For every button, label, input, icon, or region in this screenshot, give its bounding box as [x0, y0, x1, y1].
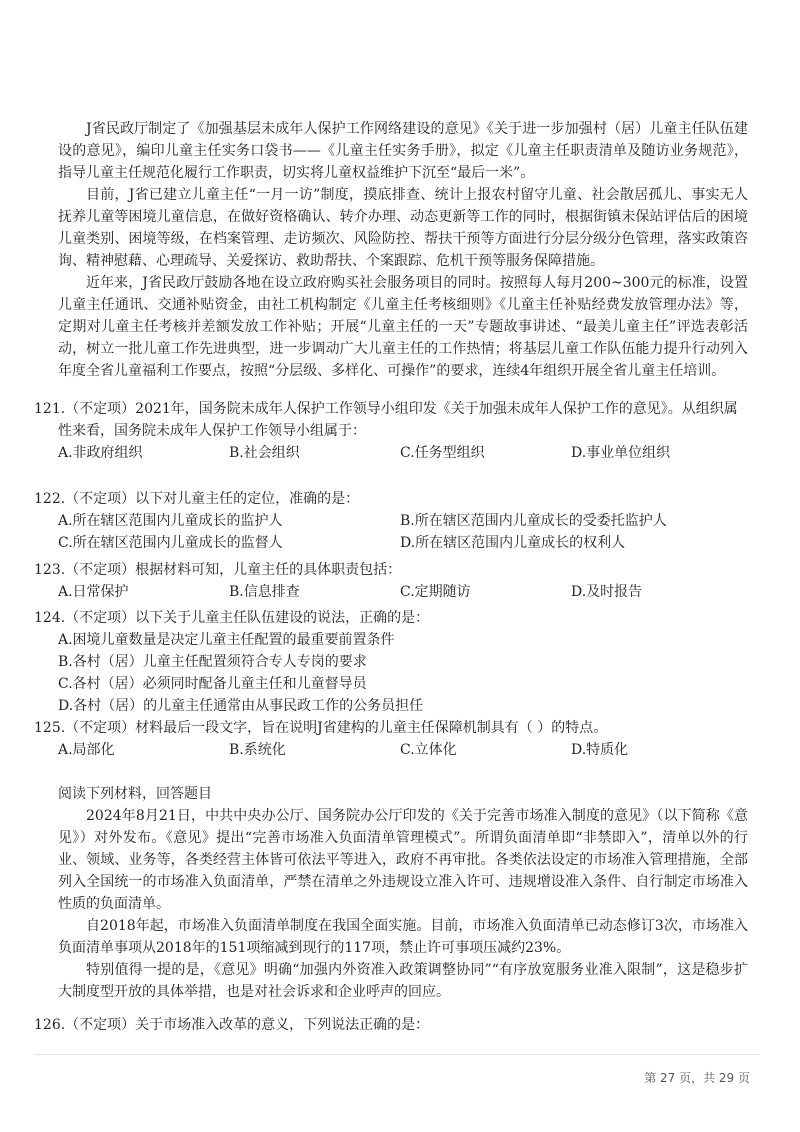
option-c[interactable]: C.任务型组织	[400, 445, 485, 461]
option-b[interactable]: B.各村（居）儿童主任配置须符合专人专岗的要求	[58, 654, 367, 670]
option-d[interactable]: D.及时报告	[571, 584, 643, 600]
option-b[interactable]: B.社会组织	[229, 445, 300, 461]
option-a[interactable]: A.困境儿童数量是决定儿童主任配置的最重要前置条件	[58, 632, 395, 648]
material1-paragraph-2: 目前，J省已建立儿童主任“一月一访”制度，摸底排查、统计上报农村留守儿童、社会散居孤儿、事实无人抚养儿童等困境儿童信息，在做好资格确认、转介办理、动态更新等工作的同时，根据街镇未保站评估后的困境儿童类别、困境等级，在档案管理、走访频次、风险防控、帮扶干预等方面进行分层分级分色管理，落实政策咨询、精神慰藉、心理疏导、关爱探访、救助帮扶、个案跟踪、危机干预等服务保障措施。	[58, 187, 748, 269]
option-c[interactable]: C.所在辖区范围内儿童成长的监督人	[58, 535, 283, 551]
option-a[interactable]: A.所在辖区范围内儿童成长的监护人	[58, 513, 283, 529]
page-number: 第 27 页，共 29 页	[644, 1071, 750, 1085]
option-d[interactable]: D.各村（居）的儿童主任通常由从事民政工作的公务员担任	[58, 698, 424, 714]
question-124	[34, 607, 750, 717]
option-c[interactable]: C.各村（居）必须同时配备儿童主任和儿童督导员	[58, 676, 367, 692]
option-c[interactable]: C.定期随访	[400, 584, 471, 600]
material1-paragraph-3: 近年来，J省民政厅鼓励各地在设立政府购买社会服务项目的同时。按照每人每月200~300元的标准，设置儿童主任通讯、交通补贴资金，由社工机构制定《儿童主任考核细则》《儿童主任补贴经费发放管理办法》等，定期对儿童主任考核并差额发放工作补贴；开展“儿童主任的一天”专题故事讲述、“最美儿童主任”评选表彰活动，树立一批儿童工作先进典型，进一步调动广大儿童主任的工作热情；将基层儿童工作队伍能力提升行动列入年度全省儿童福利工作要点，按照“分层级、多样化、可操作”的要求，连续4年组织开展全省儿童主任培训。	[58, 275, 748, 379]
question-125	[34, 717, 750, 761]
option-c[interactable]: C.立体化	[400, 742, 457, 758]
question-121	[34, 398, 750, 464]
question-stem: 125.（不定项）材料最后一段文字，旨在说明J省建构的儿童主任保障机制具有（ ）的特点。	[34, 720, 608, 736]
footer-divider	[34, 1054, 760, 1055]
question-122	[34, 488, 750, 554]
option-b[interactable]: B.所在辖区范围内儿童成长的受委托监护人	[400, 513, 667, 529]
question-stem: 124.（不定项）以下关于儿童主任队伍建设的说法，正确的是：	[34, 610, 430, 626]
option-a[interactable]: A.日常保护	[58, 584, 129, 600]
question-stem: 126.（不定项）关于市场准入改革的意义，下列说法正确的是：	[34, 1017, 430, 1033]
material2-paragraph-1: 2024年8月21日，中共中央办公厅、国务院办公厅印发的《关于完善市场准入制度的意见》（以下简称《意见》）对外发布。《意见》提出“完善市场准入负面清单管理模式”。所谓负面清单即“非禁即入”，清单以外的行业、领域、业务等，各类经营主体皆可依法平等进入，政府不再审批。各类依法设定的市场准入管理措施，全部列入全国统一的市场准入负面清单，严禁在清单之外违规设立准入许可、违规增设准入条件、自行制定市场准入性质的负面清单。	[58, 808, 748, 912]
option-b[interactable]: B.信息排查	[229, 584, 300, 600]
option-a[interactable]: A.局部化	[58, 742, 115, 758]
question-123	[34, 559, 750, 603]
material2-paragraph-3: 特别值得一提的是，《意见》明确“加强内外资准入政策调整协同”“有序放宽服务业准入限制”，这是稳步扩大制度型开放的具体举措，也是对社会诉求和企业呼声的回应。	[58, 962, 748, 1000]
question-stem: 122.（不定项）以下对儿童主任的定位，准确的是：	[34, 491, 360, 507]
option-d[interactable]: D.事业单位组织	[571, 445, 671, 461]
question-126	[34, 1014, 750, 1036]
material1-paragraph-1: J省民政厅制定了《加强基层未成年人保护工作网络建设的意见》《关于进一步加强村（居）儿童主任队伍建设的意见》，编印儿童主任实务口袋书——《儿童主任实务手册》，拟定《儿童主任职责清单及随访业务规范》，指导儿童主任规范化履行工作职责，切实将儿童权益维护下沉至“最后一米”。	[58, 121, 748, 181]
material2-paragraph-2: 自2018年起，市场准入负面清单制度在我国全面实施。目前，市场准入负面清单已动态修订3次，市场准入负面清单事项从2018年的151项缩减到现行的117项，禁止许可事项压减约23%。	[58, 918, 748, 956]
question-stem: 121.（不定项）2021年，国务院未成年人保护工作领导小组印发《关于加强未成年人保护工作的意见》。从组织属性来看，国务院未成年人保护工作领导小组属于：	[34, 401, 738, 439]
material2-intro: 阅读下列材料，回答题目	[58, 786, 212, 802]
option-d[interactable]: D.特质化	[571, 742, 629, 758]
option-b[interactable]: B.系统化	[229, 742, 286, 758]
option-a[interactable]: A.非政府组织	[58, 445, 143, 461]
option-d[interactable]: D.所在辖区范围内儿童成长的权利人	[400, 535, 626, 551]
question-stem: 123.（不定项）根据材料可知，儿童主任的具体职责包括：	[34, 562, 402, 578]
